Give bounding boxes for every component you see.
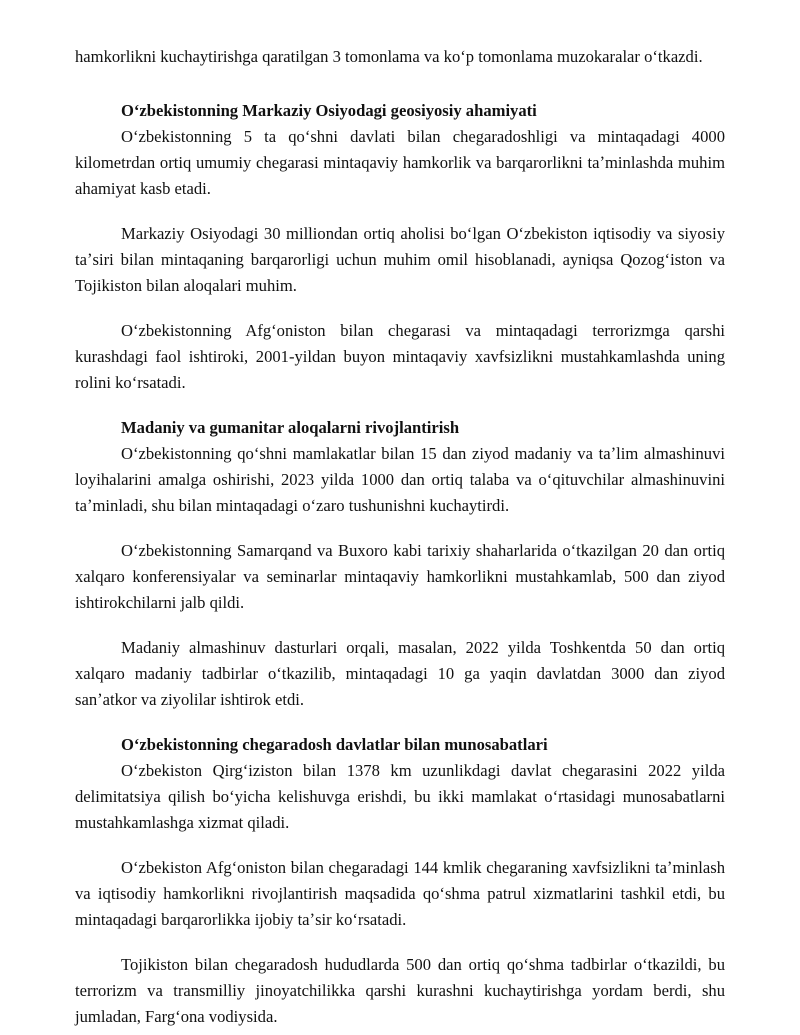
section-geopolitics: [75, 98, 725, 396]
paragraph: Oʻzbekistonning Afgʻoniston bilan chegarasi va mintaqadagi terrorizmga qarshi kurashdagi faol ishtiroki, 2001-yildan buyon mintaqaviy xavfsizlikni mustahkamlashda uning rolini koʻrsatadi.: [75, 321, 725, 392]
paragraph: Oʻzbekistonning qoʻshni mamlakatlar bilan 15 dan ziyod madaniy va taʼlim almashinuvi loyihalarini amalga oshirishi, 2023 yilda 1000 dan ortiq talaba va oʻqituvchilar almashinuvini taʼminladi, shu bilan mintaqadagi oʻzaro tushunishni kuchaytirdi.: [75, 444, 725, 515]
paragraph: Oʻzbekistonning Samarqand va Buxoro kabi tarixiy shaharlarida oʻtkazilgan 20 dan ortiq xalqaro konferensiyalar va seminarlar mintaqaviy hamkorlikni mustahkamlab, 500 dan ziyod ishtirokchilarni jalb qildi.: [75, 541, 725, 612]
section-heading: Oʻzbekistonning Markaziy Osiyodagi geosiyosiy ahamiyati: [121, 101, 537, 120]
section-border-relations: [75, 732, 725, 1030]
section-heading: Oʻzbekistonning chegaradosh davlatlar bilan munosabatlari: [121, 735, 548, 754]
paragraph: Oʻzbekiston Qirgʻiziston bilan 1378 km uzunlikdagi davlat chegarasini 2022 yilda delimitatsiya qilish boʻyicha kelishuvga erishdi, bu ikki mamlakat oʻrtasidagi munosabatlarni mustahkamlashga xizmat qiladi.: [75, 761, 725, 832]
paragraph: Markaziy Osiyodagi 30 milliondan ortiq aholisi boʻlgan Oʻzbekiston iqtisodiy va siyosiy taʼsiri bilan mintaqaning barqarorligi uchun muhim omil hisoblanadi, ayniqsa Qozogʻiston va Tojikiston bilan aloqalari muhim.: [75, 224, 725, 295]
intro-paragraph: hamkorlikni kuchaytirishga qaratilgan 3 tomonlama va koʻp tomonlama muzokaralar oʻtkazdi.: [75, 47, 703, 66]
paragraph: Oʻzbekiston Afgʻoniston bilan chegaradagi 144 kmlik chegaraning xavfsizlikni taʼminlash va iqtisodiy hamkorlikni rivojlantirish maqsadida qoʻshma patrul xizmatlarini tashkil etdi, bu mintaqadagi barqarorlikka ijobiy taʼsir koʻrsatadi.: [75, 858, 725, 929]
paragraph: Tojikiston bilan chegaradosh hududlarda 500 dan ortiq qoʻshma tadbirlar oʻtkazildi, bu terrorizm va transmilliy jinoyatchilikka qarshi kurashni kuchaytirishga yordam berdi, shu jumladan, Fargʻona vodiysida.: [75, 955, 725, 1026]
paragraph: Madaniy almashinuv dasturlari orqali, masalan, 2022 yilda Toshkentda 50 dan ortiq xalqaro madaniy tadbirlar oʻtkazilib, mintaqadagi 10 ga yaqin davlatdan 3000 dan ziyod sanʼatkor va ziyolilar ishtirok etdi.: [75, 638, 725, 709]
paragraph: Oʻzbekistonning 5 ta qoʻshni davlati bilan chegaradoshligi va mintaqadagi 4000 kilometrdan ortiq umumiy chegarasi mintaqaviy hamkorlik va barqarorlikni taʼminlashda muhim ahamiyat kasb etadi.: [75, 127, 725, 198]
section-heading: Madaniy va gumanitar aloqalarni rivojlantirish: [121, 418, 460, 437]
section-culture: [75, 415, 725, 713]
